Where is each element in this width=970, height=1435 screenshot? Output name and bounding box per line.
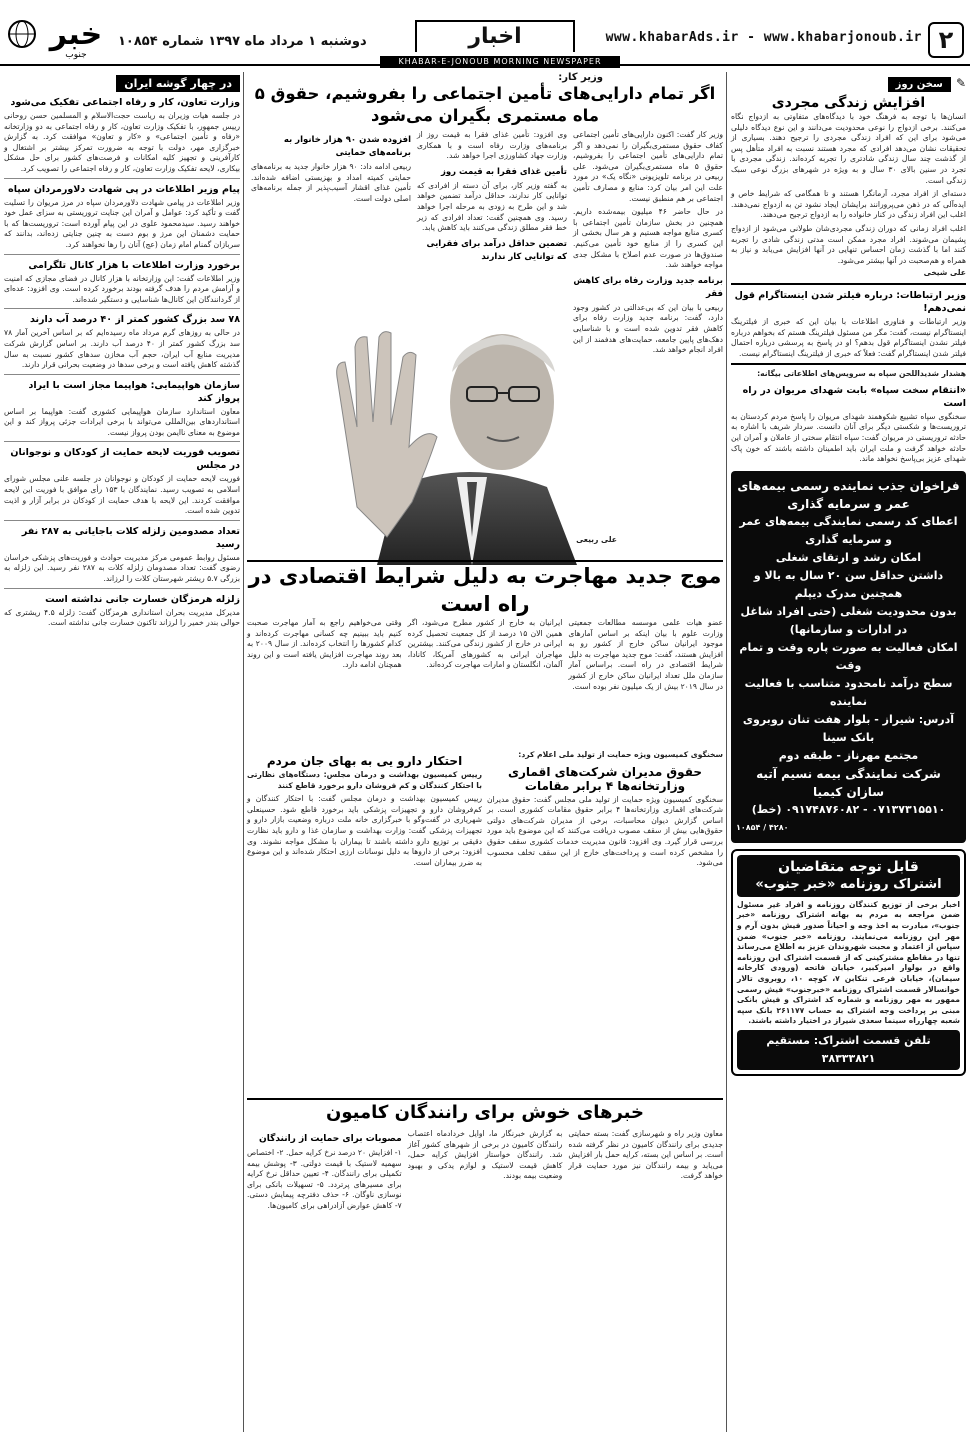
- divider: [4, 254, 240, 255]
- trucks-sub: مصوبات برای حمایت از رانندگان: [259, 1134, 402, 1144]
- top-story-sub-4: تضمین حداقل درآمد برای فقرایی که توانایی کار ندارند: [426, 238, 567, 262]
- editorial-body-3: اغلب افراد زمانی که دوران زندگی مجردی‌شان طولانی می‌شود از ازدواج پشیمان می‌شوند. افراد مجرد ممکن است مدتی زندگی شادی را تجربه کنند اما با گذشت زمان احساس تنهایی در آنها افزایش می‌یابد و نیاز به همراه و هم‌صحبت در آنها بیشتر می‌شود.: [731, 223, 966, 265]
- instagram-body: وزیر ارتباطات و فناوری اطلاعات با بیان این که خبری از فیلترینگ اینستاگرام نیست، گفت: مگر من مسئول فیلترینگ هستم که بخواهم درباره فیلتر نشدن اینستاگرام قول بدهم؟ او در پاسخ به پرسشی درباره احتمال فیلتر شدن اینستاگرام گفت: فعلاً که خبری از فیلترینگ اینستاگرام نیست.: [731, 316, 966, 358]
- drug-story: [247, 750, 482, 1080]
- top-story-sub-3: تأمین غذای فقرا به قیمت روز: [440, 166, 567, 177]
- subscription-box: [731, 849, 966, 1076]
- trucks-body-2: به گزارش خبرنگار ما، اوایل خردادماه اعتصاب رانندگان کامیون در برخی از شهرهای کشور آغاز شد. رانندگان خواستار افزایش کرایه حمل، کاهش قیمت لاستیک و لوازم یدکی و بهبود وضعیت بیمه بودند.: [407, 1129, 563, 1181]
- top-story-body-1: وزیر کار گفت: اکنون دارایی‌های تأمین اجتماعی کفاف حقوق مستمری‌بگیران را نمی‌دهد و اگر تمام دارایی‌های تأمین اجتماعی را بفروشیم، حقوق ۵ ماه مستمری‌بگیران می‌شود. علی ربیعی در برنامه تلویزیونی «نگاه یک» در مورد علت این امر بیان کرد: منابع و مصارف تأمین اجتماعی بر هم منطبق نیست.: [573, 130, 724, 203]
- ad-line: امکان رشد و ارتقای شغلی: [775, 550, 922, 564]
- pen-icon: ✎: [955, 76, 966, 90]
- top-story-body-2: در حال حاضر ۴۶ میلیون بیمه‌شده داریم. همچنین در بخش سازمان تأمین اجتماعی با کسری منابع مواجه هستیم و هر سال بخشی از این کسری را از منابع خود تأمین می‌کنیم. صندوق‌ها در صورت عدم اصلاح با مشکل جدی مواجه خواهند شد.: [573, 207, 724, 270]
- divider: [731, 283, 966, 285]
- migration-story: [246, 560, 723, 691]
- divider: [731, 363, 966, 365]
- drug-headline: احتکار دارو یی به بهای جان مردم: [266, 754, 463, 768]
- top-story-sub-1: برنامه جدید وزارت رفاه برای کاهش فقر: [573, 275, 723, 299]
- ad-line: سطح درآمد نامحدود متناسب با فعالیت نماینده: [744, 676, 953, 708]
- left-column: [4, 72, 240, 1432]
- minister-photo: [317, 287, 617, 565]
- photo-caption: علی ربیعی: [576, 535, 617, 544]
- site-urls[interactable]: www.khabarAds.ir - www.khabarjonoub.ir: [605, 30, 922, 45]
- trucks-story: [247, 1098, 723, 1433]
- left-tag-row: [4, 72, 240, 92]
- drug-kicker: رییس کمیسیون بهداشت و درمان مجلس: دستگاه‌های نظارتی با احتکار کنندگان و کم فروشان دارو برخورد قاطع کنند: [247, 770, 482, 790]
- left-b7: مسئول روابط عمومی مرکز مدیریت حوادث و فوریت‌های پزشکی خراسان رضوی گفت: تعداد مصدومان زلزله کلات به ۲۸۷ نفر رسید. این زلزله به بزرگی ۵.۷ ریشتر شهرستان کلات را لرزاند.: [4, 552, 240, 584]
- trucks-list: ۱- افزایش ۲۰ درصد نرخ کرایه حمل. ۲- اختصاص سهمیه لاستیک با قیمت دولتی. ۳- پوشش بیمه تکمیلی برای رانندگان. ۴- تعیین حداقل نرخ کرایه برای مسیرهای پرتردد. ۵- تسهیلات بانکی برای نوسازی ناوگان. ۶- حذف دفترچه پیمایش دستی. ۷- کاهش عوارض آزادراهی برای کامیون‌ها.: [246, 1148, 402, 1210]
- left-b2: وزیر اطلاعات در پیامی شهادت دلاورمردان سپاه در مرز مریوان را تسلیت گفت و تأکید کرد: عوامل و آمران این جنایت تروریستی به سزای عمل خود خواهند رسید. سیدمحمود علوی در این پیام آورده است: تروریست‌ها که با حمایت دشمنان این مرز و بوم دست به چنین جنایتی زده‌اند، بدانند که سربازان گمنام امام زمان (عج) آنان را رها نخواهند کرد.: [4, 197, 240, 249]
- subscription-phone: تلفن قسمت اشتراک: مستقیم ۳۸۳۳۳۸۲۱: [737, 1030, 960, 1070]
- ad-phone: ۰۷۱۳۷۳۱۵۵۱۰ - ۰۹۱۷۴۸۷۶۰۸۲ (خط): [751, 802, 946, 816]
- editorial-body-1: انسان‌ها با توجه به فرهنگ خود با دیدگاه‌های متفاوتی به ازدواج نگاه می‌کنند. برخی ازدواج را نوعی محدودیت می‌دانند و این نوع دیدگاه دلیلی می‌شود برای این که افراد زندگی مجردی را ترجیح دهند. بسیاری از تحقیقات نشان می‌دهد افرادی که مجرد هستند نسبت به افراد متأهل پس از گذشت چند سال زندگی شادتری را تجربه کرده‌اند. زندگی مجردی با تجرد در سنین بالای ۳۰ سال و به ویژه در شهرهای بزرگ نوعی سبک زندگی است.: [731, 112, 966, 185]
- ad-company: شرکت نمایندگی بیمه نسیم آتیه سازان کیمیا: [756, 766, 941, 799]
- ad-address: آدرس: شیراز - بلوار هفت تنان روبروی بانک سینا: [742, 712, 955, 744]
- sepah-body: سخنگوی سپاه تشییع شکوهمند شهدای مریوان را پاسخ مردم کردستان به تروریست‌ها و شکستی دیگر برای آنان دانست. سردار شریف با اشاره به حادثه تروریستی در مریوان گفت: سپاه انتقام سختی از عاملان و آمران این حادثه خواهد گرفت و ملت ایران باید اطمینان داشته باشند که خون پاک شهدای عزیز بی‌پاسخ نخواهد ماند.: [731, 411, 966, 464]
- divider: [4, 308, 240, 309]
- column-rule: [726, 72, 727, 1432]
- divider: [4, 374, 240, 375]
- top-story: [247, 72, 723, 572]
- divider: [4, 178, 240, 179]
- left-h2: پیام وزیر اطلاعات در پی شهادت دلاورمردان سپاه: [8, 183, 240, 195]
- ad-complex: مجتمع مهرناز - طبقه دوم: [778, 748, 919, 762]
- migration-body-1: عضو هیات علمی موسسه مطالعات جمعیتی وزارت علوم با بیان اینکه بر اساس آمارهای موجود ایرانیان ساکن خارج از کشور رو به افزایش هستند، گفت: موج جدید مهاجرت به دلیل شرایط اقتصادی در راه است. براساس آمار سازمان ملل تعداد ایرانیان ساکن خارج از کشور در سال ۲۰۱۹ بیش از یک میلیون نفر بوده است.: [568, 618, 723, 691]
- ad-line: اعطای کد رسمی نمایندگی بیمه‌های عمر و سرمایه گذاری: [739, 514, 958, 546]
- migration-headline: موج جدید مهاجرت به دلیل شرایط اقتصادی در راه است: [248, 564, 722, 616]
- top-story-body-5: وی افزود: تأمین غذای فقرا به قیمت روز از برنامه‌های وزارت رفاه است و با همکاری وزارت جهاد کشاورزی اجرا خواهد شد.: [417, 130, 567, 161]
- left-h5: سازمان هواپیمایی: هواپیما مجاز است با ایراد پرواز کند: [28, 379, 240, 404]
- trucks-columns: [247, 1129, 723, 1212]
- subscription-title: قابل توجه متقاضیان: [778, 858, 919, 875]
- left-b3: وزیر اطلاعات گفت: این وزارتخانه با هزار کانال در فضای مجازی که امنیت و آرامش مردم را هدف گرفته بودند برخورد کرده است. وی افزود: عده‌ای از گردانندگان این کانال‌ها شناسایی و دستگیر شده‌اند.: [4, 273, 240, 304]
- page-number: ۲: [928, 22, 964, 58]
- migration-body-2: ایرانیان به خارج از کشور مطرح می‌شود، اگر همین الان ۱۵ درصد از کل جمعیت تحصیل کرده ایرانی در خارج از کشور زندگی می‌کنند. بیشترین مهاجران ایرانی به کشورهای آمریکا، کانادا، آلمان، انگلستان و امارات مهاجرت کرده‌اند.: [407, 618, 563, 670]
- top-story-headline: اگر تمام دارایی‌های تأمین اجتماعی را بفروشیم، حقوق ۵ ماه مستمری بگیران می‌شود: [254, 84, 716, 125]
- logo-text: خبر: [49, 17, 103, 52]
- managers-headline: حقوق مدیران شرکت‌های اقماری وزارتخانه‌ها ۴ برابر مقامات: [508, 764, 702, 793]
- insurance-ad: [731, 471, 966, 843]
- trucks-headline: خبرهای خوش برای رانندگان کامیون: [325, 1102, 645, 1123]
- sepah-headline: «انتقام سخت سپاه» بابت شهدای مریوان در راه است: [742, 384, 966, 409]
- right-column: [731, 72, 966, 1432]
- editorial-body-2: دسته‌ای از افراد مجرد، آرمانگرا هستند و تا همگامی که شرایط خاص و ایده‌آلی که در ذهن می‌پرورانند برایشان ایجاد نشود تن به ازدواج نمی‌دهند. اغلب این افراد زندگی در کنار خانواده را به ازدواج ترجیح می‌دهند.: [731, 189, 966, 220]
- subscription-title-2: اشتراک روزنامه «خبر جنوب»: [755, 876, 942, 892]
- left-b6: فوریت لایحه حمایت از کودکان و نوجوانان در جلسه علنی مجلس شورای اسلامی به تصویب رسید. نمایندگان با ۱۵۳ رأی موافق با فوریت این لایحه موافقت کردند. این لایحه با هدف حمایت از کودکان در برابر آزار و اذیت تدوین شده است.: [4, 474, 240, 516]
- top-story-sub-2: افزوده شدن ۹۰ هزار خانوار به برنامه‌های حمایتی: [283, 135, 411, 158]
- left-b1: در جلسه هیات وزیران به ریاست حجت‌الاسلام و المسلمین حسن روحانی رییس جمهور، با تفکیک وزارت تعاون، کار و رفاه اجتماعی به دو وزارتخانه «رفاه و تأمین اجتماعی» و «کار و تعاون» موافقت کرد. به گزارش خبرگزاری مهر، دولت با توجه به ضرورت تمرکز بیشتر بر اشتغال و کارآفرینی و تجهیز کلیه امکانات و فرصت‌های کشور برای حل مشکل بیکاری، لایحه تفکیک وزارت تعاون، کار و رفاه اجتماعی را تصویب کرد.: [4, 111, 240, 173]
- editorial-tag-row: [731, 72, 966, 92]
- ad-code: ۴۲۸۰ / ۱۰۸۵۴: [736, 822, 789, 832]
- masthead-subbar: KHABAR-E-JONOUB MORNING NEWSPAPER: [380, 56, 620, 68]
- subscription-header: [737, 855, 960, 897]
- ad-line: امکان فعالیت به صورت پاره وقت و تمام وقت: [739, 640, 958, 672]
- migration-body-3: وقتی می‌خواهیم راجع به آمار مهاجرت صحبت کنیم باید ببینیم چه کسانی مهاجرت کرده‌اند و کدام کشورها را انتخاب کرده‌اند. از سال ۲۰۰۹ به بعد روند مهاجرت افزایش یافته است و این روند همچنان ادامه دارد.: [246, 618, 402, 670]
- subscription-body: اخبار برخی از توزیع کنندگان روزنامه و افراد غیر مسئول ضمن مراجعه به مردم به بهانه اشتراک روزنامه «خبر جنوب»، مبادرت به اخذ وجه و احیاناً صدور فیش بدون آرم و مهر این روزنامه می‌نمایند. روزنامه «خبر جنوب» ضمن سپاس از اعتماد و محبت شهروندان عزیز به اطلاع می‌رساند تنها در مقاطع مشترکینی که از قسمت اشتراک این روزنامه واقع در بولوار امیرکبیر، خیابان فاتحه (ورودی کارخانه سیمان)، خیابان فرعی تنکابن ۷، کوچه ۱۰، روبروی تالار خوانسالار قسمت اشتراک روزنامه «خبرجنوب» فیش رسمی ممهور به مهر روزنامه و شماره کد اشتراک و فیش بانکی مبنی بر پرداخت وجه اشتراک به حساب ۲۶۱۱۷۷ بانک سپه شعبه چهارراه سینما سعدی شیراز در اختیار داشته باشند.: [737, 899, 961, 1026]
- managers-story: [487, 750, 723, 1080]
- trucks-body-1: معاون وزیر راه و شهرسازی گفت: بسته حمایتی جدیدی برای رانندگان کامیون در نظر گرفته شده است. بر اساس این بسته، کرایه حمل بار افزایش می‌یابد و بیمه رانندگان نیز مورد حمایت قرار خواهد گرفت.: [568, 1129, 723, 1181]
- left-b5: معاون استاندارد سازمان هواپیمایی کشوری گفت: هواپیما بر اساس استانداردهای بین‌المللی می‌تواند با برخی ایرادات جزئی پرواز کند و این موضوع به معنای ناایمن بودن پرواز نیست.: [4, 406, 240, 437]
- editorial-tag: سخن روز: [888, 77, 951, 92]
- photo-graphic: [317, 287, 617, 565]
- left-b8: مدیرکل مدیریت بحران استانداری هرمزگان گفت: زلزله ۴.۵ ریشتری که حوالی بندر خمیر را لرزاند تاکنون خسارت جانی نداشته است.: [4, 607, 240, 628]
- top-story-body-6: به گفته وزیر کار، برای آن دسته از افرادی که توانایی کار ندارند، حداقل درآمد تضمین خواهد شد و این طرح به زودی به مرحله اجرا خواهد رسید. وی همچنین گفت: تعداد افرادی که زیر خط فقر مطلق زندگی می‌کنند باید کاهش یابد.: [417, 180, 567, 233]
- left-h1: وزارت تعاون، کار و رفاه اجتماعی تفکیک می‌شود: [10, 97, 240, 108]
- date-issue: دوشنبه ۱ مرداد ماه ۱۳۹۷ شماره ۱۰۸۵۴: [118, 34, 367, 49]
- migration-columns: [247, 618, 723, 692]
- section-title: اخبار: [415, 20, 575, 52]
- top-story-kicker: وزیر کار:: [558, 72, 603, 83]
- divider: [4, 520, 240, 521]
- left-h4: ۷۸ سد بزرگ کشور کمتر از ۴۰ درصد آب دارند: [30, 314, 240, 326]
- editorial-author: علی شیخی: [923, 268, 966, 278]
- left-h6: تصویب فوریت لایحه حمایت از کودکان و نوجوانان در مجلس: [10, 447, 240, 472]
- instagram-headline: وزیر ارتباطات: درباره فیلتر شدن اینستاگرام قول نمی‌دهم!: [734, 289, 966, 314]
- left-h3: برخورد وزارت اطلاعات با هزار کانال تلگرامی: [28, 259, 240, 271]
- top-story-body-3: ربیعی با بیان این که بی‌عدالتی در کشور وجود دارد، گفت: برنامه جدید وزارت رفاه برای کاهش فقر تدوین شده است و با شناسایی دهک‌های پایین جامعه، حمایت‌های هدفمند از این افراد انجام خواهد شد.: [573, 302, 723, 355]
- managers-body: سخنگوی کمیسیون ویژه حمایت از تولید ملی مجلس گفت: حقوق مدیران شرکت‌های اقماری وزارتخانه‌ها ۴ برابر حقوق مقامات کشوری است. بر اساس گزارش دیوان محاسبات، برخی از مدیران شرکت‌های دولتی حقوق‌هایی بیش از سقف مصوب دریافت می‌کنند که این موضوع باید مورد بررسی قرار گیرد. وی افزود: قانون مدیریت خدمات کشوری سقف حقوق را مشخص کرده است و پرداخت‌های خارج از این سقف تخلف محسوب می‌شود.: [487, 794, 723, 868]
- drug-body: رییس کمیسیون بهداشت و درمان مجلس گفت: با احتکار کنندگان و کم‌فروشان دارو و تجهیزات پزشکی باید برخورد قاطع شود. حسینعلی شهریاری در گفت‌وگو با خبرگزاری خانه ملت درباره وضعیت بازار دارو و تجهیزات پزشکی گفت: وزارت بهداشت و سازمان غذا و دارو باید نظارت دقیقی بر توزیع دارو داشته باشند تا بیماران با مشکل مواجه نشوند. وی افزود: برخی از داروها به دلیل نوسانات ارزی احتکار شده‌اند و این موضوع به ضرر بیماران است.: [247, 794, 482, 867]
- top-story-body-4: ربیعی ادامه داد: ۹۰ هزار خانوار جدید به برنامه‌های حمایتی کمیته امداد و بهزیستی اضافه شده‌اند. تأمین غذای اقشار آسیب‌پذیر از جمله برنامه‌های اصلی دولت است.: [251, 162, 411, 203]
- left-tag: در چهار گوشه ایران: [116, 75, 240, 92]
- managers-kicker: سخنگوی کمیسیون ویژه حمایت از تولید ملی اعلام کرد:: [518, 750, 723, 759]
- sepah-kicker: هشدار شدیداللحن سپاه به سرویس‌های اطلاعاتی بیگانه:: [757, 369, 966, 379]
- logo-sub: جنوب: [65, 50, 87, 60]
- divider: [4, 588, 240, 589]
- ad-title: فراخوان جذب نماینده رسمی بیمه‌های عمر و سرمایه گذاری: [737, 478, 960, 511]
- trucks-list-col: [247, 1129, 402, 1212]
- divider: [4, 441, 240, 442]
- ad-line: داشتن حداقل سن ۲۰ سال به بالا و همچنین مدرک دیپلم: [753, 568, 944, 600]
- left-h7: تعداد مصدومین زلزله کلات باجایانی به ۲۸۷ نفر رسید: [21, 525, 240, 550]
- editorial-title: افزایش زندگی مجردی: [771, 95, 926, 111]
- left-b4: در حالی به روزهای گرم مرداد ماه رسیده‌ایم که بر اساس آخرین آمار ۷۸ سد بزرگ کشور کمتر از ۴۰ درصد آب دارند. بر اساس گزارش شرکت مدیریت منابع آب ایران، حجم آب مخازن سدهای کشور نسبت به سال گذشته کاهش یافته است و برخی سدها در وضعیت بحرانی قرار دارند.: [4, 328, 240, 370]
- logo-graphic: [6, 8, 110, 60]
- newspaper-logo: [6, 8, 110, 60]
- column-rule: [243, 72, 244, 1432]
- left-h8: زلزله هرمزگان خسارت جانی نداشته است: [45, 593, 240, 605]
- masthead: [0, 0, 970, 66]
- ad-line: بدون محدودیت شغلی (حتی افراد شاغل در ادارات و سازمانها): [740, 604, 957, 636]
